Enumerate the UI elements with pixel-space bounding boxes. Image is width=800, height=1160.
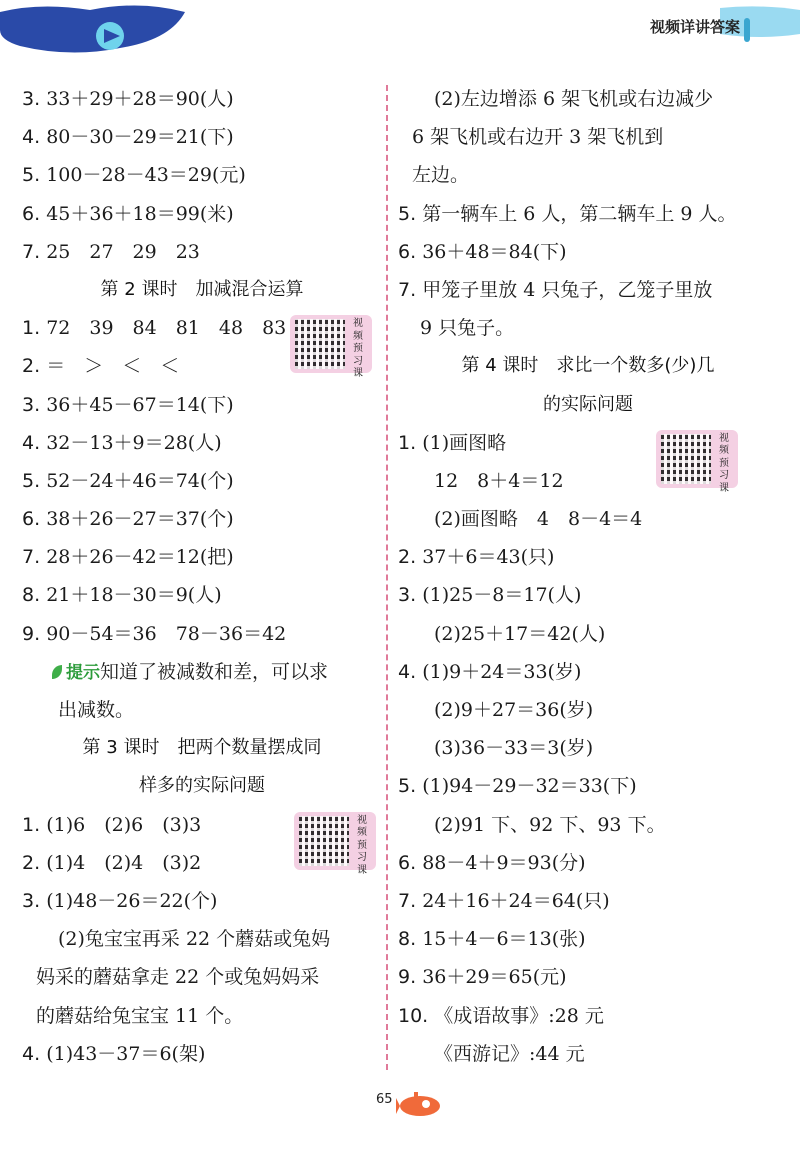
answer-line: 的蘑菇给兔宝宝 11 个。: [36, 1004, 244, 1027]
answer-line: 10. 《成语故事》:28 元: [398, 1004, 604, 1027]
answer-line: 6. 88－4＋9＝93(分): [398, 851, 586, 874]
section-3-answers: [22, 806, 382, 1073]
qr-code-pattern: [661, 434, 711, 484]
answer-line: 7. 28＋26－42＝12(把): [22, 546, 234, 569]
answer-line: 5. (1)94－29－32＝33(下): [398, 775, 637, 798]
answer-line: 4. (1)43－37＝6(架): [22, 1042, 206, 1065]
leaf-icon: [52, 665, 62, 679]
answer-line: 5. 100－28－43＝29(元): [22, 164, 246, 187]
qr-caption: 视 频 预 习 课: [357, 814, 367, 876]
section-heading: 的实际问题: [543, 393, 633, 415]
qr-code[interactable]: [656, 430, 738, 494]
answer-line: (3)36－33＝3(岁): [434, 737, 594, 760]
answer-line: 5. 52－24＋46＝74(个): [22, 469, 234, 492]
answer-line: 5. 第一辆车上 6 人，第二辆车上 9 人。: [398, 202, 737, 225]
section-heading: 第 3 课时 把两个数量摆成同: [82, 737, 322, 759]
qr-code[interactable]: [290, 315, 372, 380]
answer-line: 2. (1)4 (2)4 (3)2: [22, 851, 202, 874]
qr-caption: 视 频 预 习 课: [353, 318, 363, 380]
answer-line: 《西游记》:44 元: [434, 1042, 585, 1065]
answer-line: 7. 24＋16＋24＝64(只): [398, 889, 610, 912]
section-2-answers: [22, 309, 382, 653]
column-divider: [386, 85, 388, 1070]
answer-list: [22, 80, 382, 271]
answer-line: 3. 36＋45－67＝14(下): [22, 393, 234, 416]
section-heading: 第 2 课时 加减混合运算: [100, 278, 304, 300]
answer-line: (2)画图略 4 8－4＝4: [434, 508, 643, 531]
answer-line: 3. (1)48－26＝22(个): [22, 889, 218, 912]
answer-line: 2. ＝ ＞ ＜ ＜: [22, 355, 180, 378]
answer-line: 妈采的蘑菇拿走 22 个或兔妈妈采: [36, 966, 320, 989]
answer-line: 1. (1)6 (2)6 (3)3: [22, 813, 202, 836]
header-title: 视频详讲答案: [649, 18, 740, 36]
answer-line: 1. (1)画图略: [398, 431, 507, 454]
answer-line: (2)兔宝宝再采 22 个蘑菇或兔妈: [58, 928, 331, 951]
answer-line: 1. 72 39 84 81 48 83: [22, 317, 287, 340]
answer-line: 3. (1)25－8＝17(人): [398, 584, 582, 607]
section-4-answers: [398, 424, 778, 1073]
answer-line: 4. (1)9＋24＝33(岁): [398, 660, 582, 683]
answer-line: 6. 36＋48＝84(下): [398, 240, 567, 263]
section-heading: 第 4 课时 求比一个数多(少)几: [461, 355, 715, 377]
answer-line: (2)91 下、92 下、93 下。: [434, 813, 666, 836]
answer-line: (2)左边增添 6 架飞机或右边减少: [434, 88, 714, 110]
answer-line: 7. 25 27 29 23: [22, 240, 200, 263]
answer-line: 12 8＋4＝12: [434, 469, 564, 492]
answer-line: 7. 甲笼子里放 4 只兔子，乙笼子里放: [398, 278, 713, 301]
answer-line: 3. 33＋29＋28＝90(人): [22, 88, 234, 110]
answer-line: (2)25＋17＝42(人): [434, 622, 606, 645]
answer-line: 9 只兔子。: [420, 317, 515, 340]
answer-line: 9. 36＋29＝65(元): [398, 966, 567, 989]
answer-line: 左边。: [412, 164, 470, 187]
right-column: [398, 80, 778, 1073]
tip-line: 出减数。: [58, 699, 135, 721]
page-number: 65: [376, 1092, 393, 1107]
answer-line: 4. 80－30－29＝21(下): [22, 126, 234, 149]
answer-line: 6 架飞机或右边开 3 架飞机到: [412, 126, 664, 149]
qr-code-pattern: [299, 816, 349, 866]
submarine-icon: [396, 1090, 444, 1120]
answer-line: 9. 90－54＝36 78－36＝42: [22, 622, 287, 645]
tip-line: 提示知道了被减数和差，可以求: [22, 653, 382, 691]
answer-line: 8. 15＋4－6＝13(张): [398, 928, 586, 951]
qr-code-pattern: [295, 319, 345, 369]
answer-line: 2. 37＋6＝43(只): [398, 546, 555, 569]
left-column: [22, 80, 382, 1073]
answer-line: 6. 45＋36＋18＝99(米): [22, 202, 234, 225]
section-heading: 样多的实际问题: [139, 775, 265, 797]
qr-code[interactable]: [294, 812, 376, 876]
answer-line: 8. 21＋18－30＝9(人): [22, 584, 222, 607]
answer-line: 4. 32－13＋9＝28(人): [22, 431, 222, 454]
qr-caption: 视 频 预 习 课: [719, 432, 729, 494]
answer-line: 6. 38＋26－27＝37(个): [22, 508, 234, 531]
answer-line: (2)9＋27＝36(岁): [434, 699, 594, 721]
